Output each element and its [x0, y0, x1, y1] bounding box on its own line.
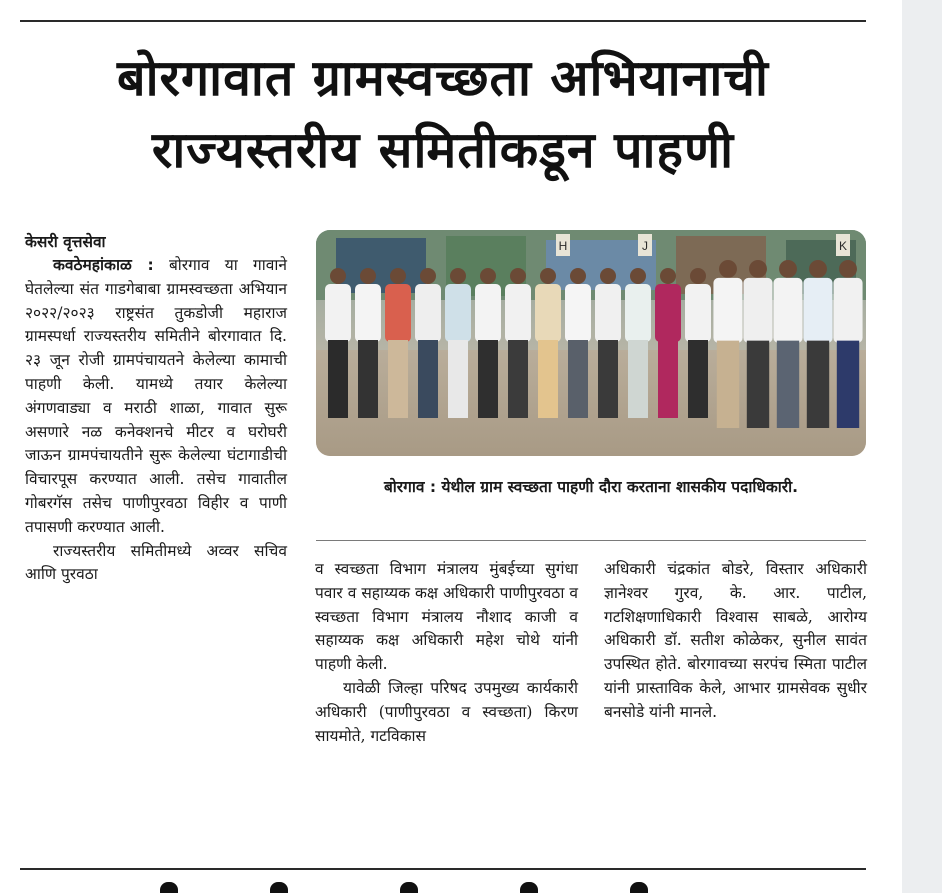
news-agency: केसरी वृत्तसेवा — [25, 233, 106, 251]
person-head — [779, 260, 797, 278]
person-torso — [833, 278, 862, 343]
person-torso — [415, 284, 441, 342]
person-head — [540, 268, 556, 284]
wall-letter-j: J — [642, 239, 648, 253]
news-photo — [316, 230, 866, 456]
person-torso — [803, 278, 832, 343]
top-rule — [20, 20, 866, 22]
person-head — [630, 268, 646, 284]
article-paragraph-5: अधिकारी चंद्रकांत बोडरे, विस्तार अधिकारी ज्ञानेश्वर गुरव, के. आर. पाटील, गटशिक्षणाधिकारी विश्वास साबळे, आरोग्य अधिकारी डॉ. सतीश कोळेकर, सुनील सावंत उपस्थित होते. बोरगावच्या सरपंच स्मिता पाटील यांनी प्रास्ताविक केले, आभार ग्रामसेवक सुधीर बनसोडे यांनी मानले. — [604, 560, 867, 721]
person-legs — [418, 340, 438, 418]
person-torso — [685, 284, 711, 342]
person-legs — [747, 341, 769, 428]
person-head — [480, 268, 496, 284]
person-head — [839, 260, 857, 278]
person-head — [450, 268, 466, 284]
person-torso — [595, 284, 621, 342]
person-head — [600, 268, 616, 284]
person-torso — [713, 278, 742, 343]
person-legs — [658, 340, 678, 418]
person-head — [510, 268, 526, 284]
person-torso — [355, 284, 381, 342]
headline — [20, 42, 866, 186]
person-legs — [448, 340, 468, 418]
person-legs — [837, 341, 859, 428]
person-legs — [538, 340, 558, 418]
person-legs — [358, 340, 378, 418]
person-torso — [535, 284, 561, 342]
person-torso — [743, 278, 772, 343]
article-paragraph-3: व स्वच्छता विभाग मंत्रालय मुंबईच्या सुगंधा पवार व सहाय्यक कक्ष अधिकारी पाणीपुरवठा व स्वच्छता विभाग मंत्रालय नौशाद काजी व सहाय्यक कक्ष अधिकारी महेश चोथे यांनी पाहणी केली. — [315, 560, 578, 674]
bottom-rule — [20, 868, 866, 870]
person-torso — [445, 284, 471, 342]
person-legs — [508, 340, 528, 418]
person-head — [749, 260, 767, 278]
headline-line-2: राज्यस्तरीय समितीकडून पाहणी — [151, 121, 735, 179]
person-legs — [328, 340, 348, 418]
person-head — [420, 268, 436, 284]
person-torso — [655, 284, 681, 342]
person-head — [660, 268, 676, 284]
person-legs — [717, 341, 739, 428]
person-head — [690, 268, 706, 284]
next-headline-cut — [150, 878, 670, 893]
person-torso — [325, 284, 351, 342]
person-torso — [385, 284, 411, 342]
person-legs — [628, 340, 648, 418]
group-photo-illustration — [316, 230, 866, 456]
page-edge-strip — [902, 0, 942, 893]
person-torso — [565, 284, 591, 342]
article-column-middle — [315, 558, 578, 748]
caption-rule — [316, 540, 866, 541]
article-paragraph-1 — [25, 254, 287, 540]
person-torso — [625, 284, 651, 342]
wall-letter-k: K — [838, 239, 848, 253]
person-torso — [773, 278, 802, 343]
wall-letter-h: H — [558, 239, 568, 253]
person-head — [719, 260, 737, 278]
person-legs — [688, 340, 708, 418]
dateline: कवठेमहांकाळ : — [53, 256, 154, 274]
person-legs — [388, 340, 408, 418]
headline-line-1: बोरगावात ग्रामस्वच्छता अभियानाची — [117, 49, 769, 107]
person-head — [360, 268, 376, 284]
person-legs — [807, 341, 829, 428]
article-paragraph-2: राज्यस्तरीय समितीमध्ये अव्वर सचिव आणि पुरवठा — [25, 541, 287, 584]
person-head — [570, 268, 586, 284]
person-torso — [505, 284, 531, 342]
person-head — [390, 268, 406, 284]
person-torso — [475, 284, 501, 342]
person-legs — [478, 340, 498, 418]
person-legs — [777, 341, 799, 428]
article-paragraph-4: यावेळी जिल्हा परिषद उपमुख्य कार्यकारी अधिकारी (पाणीपुरवठा व स्वच्छता) किरण सायमोते, गटविकास — [315, 678, 578, 745]
article-text-1: बोरगाव या गावाने घेतलेल्या संत गाडगेबाबा ग्रामस्वच्छता अभियान २०२२/२०२३ राष्ट्रसंत तुकडोजी महाराज ग्रामस्पर्धा राज्यस्तरीय समितीने बोरगावात दि. २३ जून रोजी ग्रामपंचायतने केलेल्या कामाची पाहणी केली. यामध्ये तयार केलेल्या अंगणवाड्या व मराठी शाळा, गावात सुरू असणारे नळ कनेक्शनचे मीटर व घरोघरी जाऊन ग्रामपंचायतीने सुरू केलेल्या घंटागाडीची विचारपूस करण्यात आली. तसेच गावातील गोबरगॅस तसेच पाणीपुरवठा विहीर व पाणी तपासणी करण्यात आली. — [25, 256, 287, 536]
person-head — [330, 268, 346, 284]
photo-caption: बोरगाव : येथील ग्राम स्वच्छता पाहणी दौरा करताना शासकीय पदाधिकारी. — [383, 478, 799, 496]
article-column-left — [25, 230, 287, 587]
person-legs — [568, 340, 588, 418]
person-head — [809, 260, 827, 278]
person-legs — [598, 340, 618, 418]
article-column-right — [604, 558, 867, 725]
